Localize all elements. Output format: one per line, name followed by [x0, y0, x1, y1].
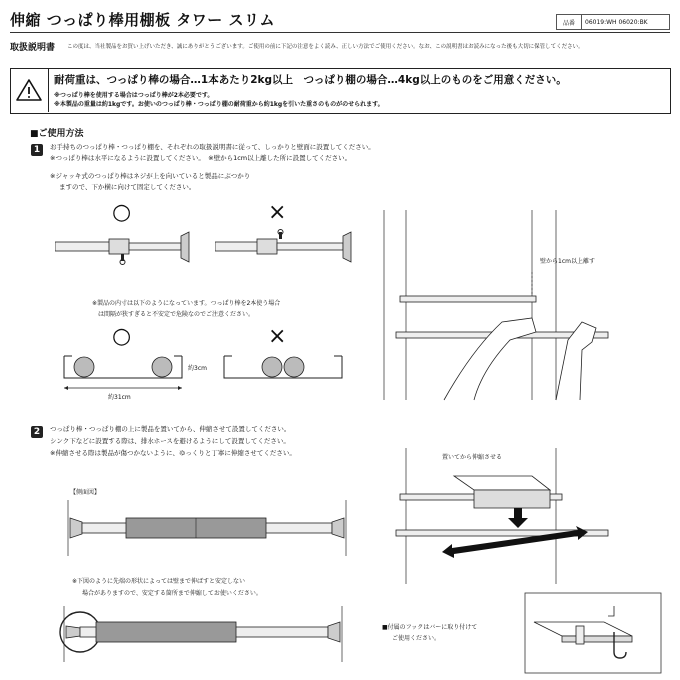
- tip-end-illustration: [56, 606, 348, 662]
- usage-heading: ■ご使用方法: [30, 129, 84, 139]
- step-2-line-3: ※伸縮させる際は製品が傷つかないように、ゆっくりと丁寧に伸縮させてください。: [50, 449, 296, 457]
- page-title: 伸縮 つっぱり棒用棚板 タワー スリム: [10, 11, 276, 29]
- shelf-section-ng: [222, 350, 352, 384]
- warning-icon-cell: [10, 68, 49, 112]
- hook-illustration: [524, 592, 664, 676]
- dim-height: 約3cm: [188, 365, 207, 372]
- manual-intro: この度は、当社製品をお買い上げいただき、誠にありがとうございます。ご使用の前に下記の注意をよく読み、正しい方法でご使用ください。なお、この説明書はお読みになった後も大切に保管してください。: [67, 44, 584, 50]
- jack-rod-ok-illustration: [55, 228, 195, 268]
- tip-line-2: 場合がありますので、安定する箇所まで伸縮してお使いください。: [82, 590, 262, 597]
- header-rule: [10, 32, 670, 33]
- ok-mark-2: ○: [112, 324, 132, 349]
- warning-sub-1: ※つっぱり棒を使用する場合はつっぱり棒が2本必要です。: [54, 92, 214, 99]
- wall-install-illustration: [382, 210, 642, 402]
- extend-install-illustration: [382, 448, 652, 584]
- hook-note-1: ■付属のフックはバーに取り付けて: [382, 624, 478, 631]
- step-2-line-1: つっぱり棒・つっぱり棚の上に製品を置いてから、伸縮させて設置してください。: [50, 425, 291, 433]
- step-1-jack-2: ますので、下か横に向けて固定してください。: [59, 183, 196, 191]
- inner-size-note-1: ※製品の内寸は以下のようになっています。つっぱり棒を2本使う場合: [92, 300, 281, 307]
- warning-sub-2: ※本製品の重量は約1kgです。お使いのつっぱり棒・つっぱり棚の耐荷重から約1kgを引いた重さのものがのせられます。: [54, 101, 384, 108]
- place-then-extend-label: 置いてから伸縮させる: [442, 454, 503, 461]
- tip-line-1: ※下図のように先端の形状によっては壁まで伸ばすと安定しない: [72, 578, 246, 585]
- dim-width: 約31cm: [108, 394, 131, 401]
- warning-main-text: 耐荷重は、つっぱり棒の場合…1本あたり2kg以上 つっぱり棚の場合…4kg以上のものをご用意ください。: [54, 74, 567, 86]
- side-view-label: 【側面図】: [70, 489, 101, 496]
- side-view-illustration: [66, 500, 350, 556]
- ng-mark-2: ×: [268, 324, 287, 349]
- ok-mark-1: ○: [112, 200, 132, 225]
- step-2-line-2: シンク下などに設置する際は、排水ホースを避けるようにして設置してください。: [50, 437, 290, 445]
- shelf-section-ok: [62, 350, 192, 384]
- step-2-badge: 2: [31, 426, 43, 438]
- ng-mark-1: ×: [268, 200, 287, 225]
- wall-gap-label: 壁から1cm以上離す: [540, 258, 595, 265]
- inner-size-note-2: は間隔が狭すぎると不安定で危険なのでご注意ください。: [98, 311, 255, 318]
- warning-triangle-icon: [10, 68, 48, 112]
- hook-note-2: ご使用ください。: [392, 635, 441, 642]
- step-1-jack-1: ※ジャッキ式のつっぱり棒はネジが上を向いていると製品にぶつかり: [50, 172, 251, 180]
- step-1-badge: 1: [31, 144, 43, 156]
- code-value: 06019:WH 06020:BK: [585, 18, 648, 26]
- product-code-box: [556, 14, 670, 30]
- jack-rod-ng-illustration: [215, 228, 355, 268]
- code-label: 品番: [557, 15, 582, 29]
- step-1-line-2: ※つっぱり棒は水平になるように設置してください。 ※壁から1cm以上離した所に設置してください。: [50, 154, 352, 162]
- manual-label: 取扱説明書: [10, 43, 56, 53]
- step-1-line-1: お手持ちのつっぱり棒・つっぱり棚を、それぞれの取扱説明書に従って、しっかりと壁面に設置してください。: [50, 143, 375, 151]
